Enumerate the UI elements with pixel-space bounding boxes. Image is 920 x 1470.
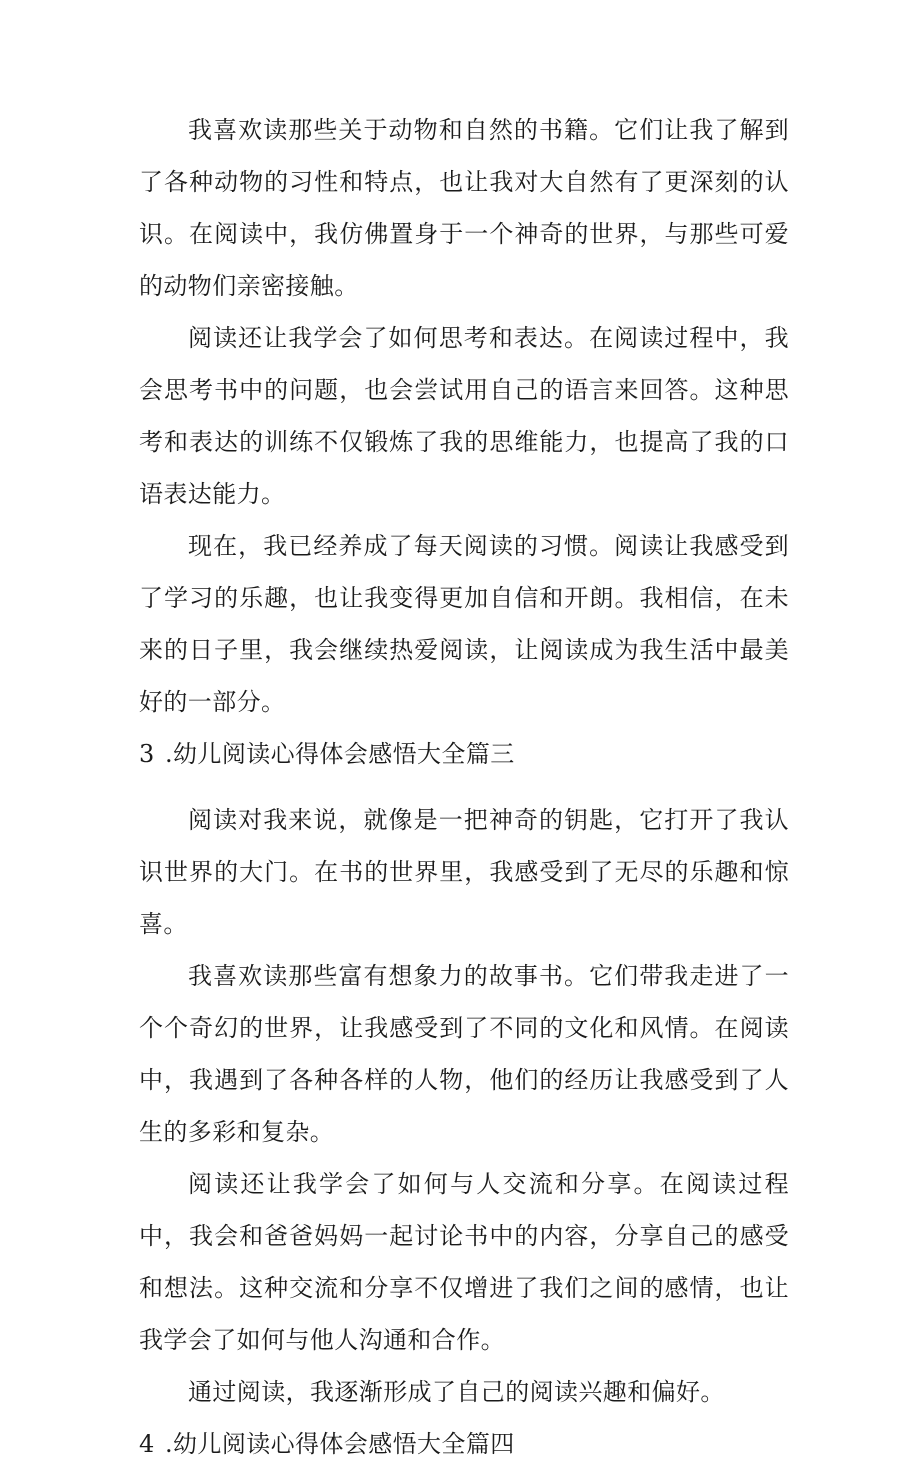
document-body — [139, 104, 789, 1470]
spacer — [139, 780, 789, 794]
paragraph-reading-interest: 通过阅读，我逐渐形成了自己的阅读兴趣和偏好。 — [188, 1378, 725, 1406]
paragraph-daily-reading-habit: 现在，我已经养成了每天阅读的习惯。阅读让我感受到了学习的乐趣，也让我变得更加自信和开朗。我相信，在未来的日子里，我会继续热爱阅读，让阅读成为我生活中最美好的一部分。 — [139, 532, 789, 716]
paragraph-magic-key: 阅读对我来说，就像是一把神奇的钥匙，它打开了我认识世界的大门。在书的世界里，我感受到了无尽的乐趣和惊喜。 — [139, 806, 789, 938]
paragraph-animals-nature: 我喜欢读那些关于动物和自然的书籍。它们让我了解到了各种动物的习性和特点，也让我对大自然有了更深刻的认识。在阅读中，我仿佛置身于一个神奇的世界，与那些可爱的动物们亲密接触。 — [139, 116, 789, 300]
paragraph-communication-sharing: 阅读还让我学会了如何与人交流和分享。在阅读过程中，我会和爸爸妈妈一起讨论书中的内容，分享自己的感受和想法。这种交流和分享不仅增进了我们之间的感情，也让我学会了如何与他人沟通和合作。 — [139, 1170, 789, 1354]
section-heading-4 — [139, 1418, 789, 1470]
section-number: 4 — [139, 1430, 155, 1458]
section-heading-3 — [139, 728, 789, 780]
section-number: 3 — [139, 740, 155, 768]
paragraph-imaginative-stories: 我喜欢读那些富有想象力的故事书。它们带我走进了一个个奇幻的世界，让我感受到了不同的文化和风情。在阅读中，我遇到了各种各样的人物，他们的经历让我感受到了人生的多彩和复杂。 — [139, 962, 789, 1146]
section-title: .幼儿阅读心得体会感悟大全篇三 — [165, 740, 515, 768]
section-title: .幼儿阅读心得体会感悟大全篇四 — [165, 1430, 515, 1458]
paragraph-thinking-expression: 阅读还让我学会了如何思考和表达。在阅读过程中，我会思考书中的问题，也会尝试用自己的语言来回答。这种思考和表达的训练不仅锻炼了我的思维能力，也提高了我的口语表达能力。 — [139, 324, 789, 508]
